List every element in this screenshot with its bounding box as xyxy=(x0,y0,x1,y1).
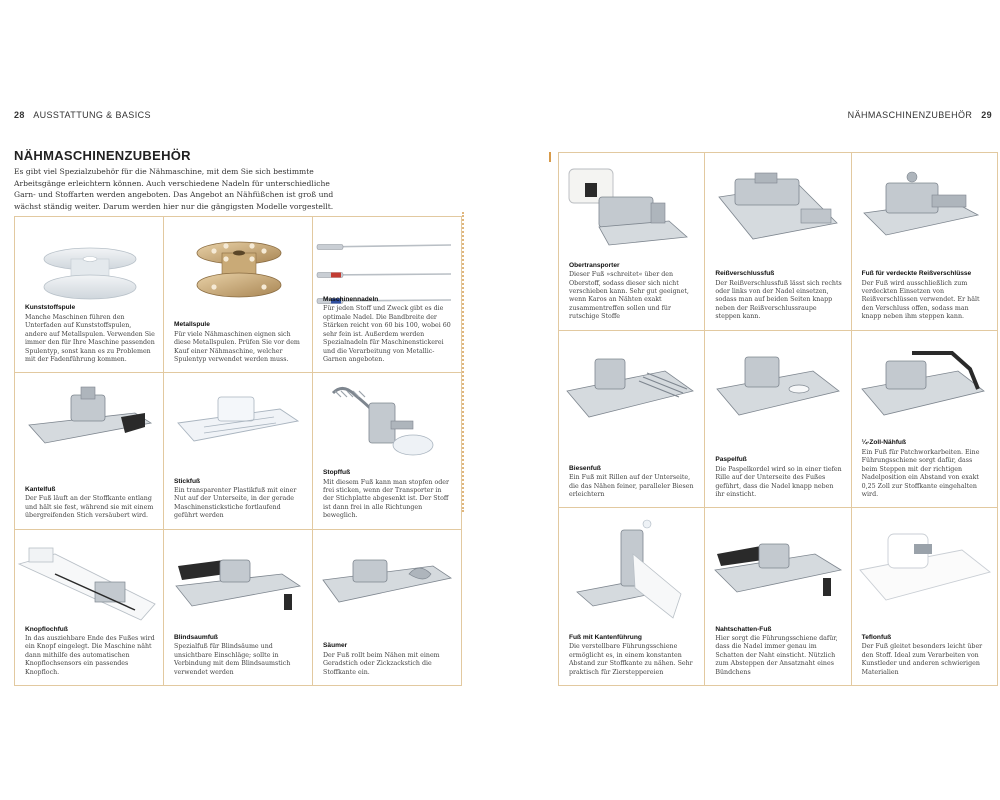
caption xyxy=(862,634,989,677)
caption-text: Ein Fuß mit Rillen auf der Unterseite, die das Nähen feiner, paralleler Biesen erleichtern xyxy=(569,474,694,498)
caption-text: Der Fuß rollt beim Nähen mit einem Geradstich oder Zickzackstich die Stoffkante ein. xyxy=(323,651,440,676)
caption-title: Fuß mit Kantenführung xyxy=(569,633,642,641)
accessory-card xyxy=(164,217,313,373)
caption-text: Der Fuß gleitet besonders leicht über den Stoff. Ideal zum Verarbeiten von Kunstleder und anderen schwierigen Materialien xyxy=(861,643,983,676)
edge-guide-foot-icon xyxy=(559,508,705,632)
page-gutter xyxy=(465,0,550,800)
overcast-foot-icon xyxy=(15,373,164,473)
buttonhole-foot-icon xyxy=(15,530,164,630)
embroidery-foot-icon xyxy=(164,373,313,473)
running-head-right-text: NÄHMASCHINENZUBEHÖR xyxy=(847,110,973,120)
caption-title: Knopflochfuß xyxy=(25,625,68,633)
caption xyxy=(323,469,453,520)
caption-title: Fuß für verdeckte Reißverschlüsse xyxy=(861,270,972,278)
accessory-card xyxy=(164,373,313,529)
hemmer-foot-icon xyxy=(313,530,462,630)
stitch-in-ditch-foot-icon xyxy=(705,508,851,632)
caption-text: Die Paspelkordel wird so in einer tiefen Rille auf der Unterseite des Fußes geführt, dass die Nadel knapp neben ihr einsticht. xyxy=(715,465,842,498)
pintuck-foot-icon xyxy=(559,331,705,455)
metal-bobbin-icon xyxy=(164,217,313,317)
section-title: NÄHMASCHINENZUBEHÖR xyxy=(14,148,191,163)
walking-foot-icon xyxy=(559,153,705,277)
left-accessory-grid xyxy=(14,216,462,686)
caption-title: Kantelfuß xyxy=(25,486,56,494)
caption xyxy=(569,465,696,500)
page-number-right: 29 xyxy=(981,110,992,120)
accessory-card xyxy=(313,373,462,529)
caption xyxy=(715,270,842,321)
caption xyxy=(862,439,989,499)
plastic-bobbin-icon xyxy=(15,217,164,317)
caption-title: Biesenfuß xyxy=(569,464,601,472)
caption-text: Dieser Fuß »schreitet« über den Oberstoff, sodass dieser sich nicht verschieben kann. Sehr gut geeignet, wenn Karos an Nähten exakt zusammentreffen sollen und für rutschige Stoffe xyxy=(569,271,689,321)
darning-foot-icon xyxy=(313,373,462,473)
caption xyxy=(25,304,155,364)
accessory-card xyxy=(559,508,705,686)
caption-text: In das ausziehbare Ende des Fußes wird ein Knopf eingelegt. Die Maschine näht dann mithilfe des automatischen Knopflochsensors ein passendes Knopfloch. xyxy=(25,634,155,676)
accessory-card xyxy=(705,153,851,331)
caption xyxy=(323,296,453,364)
caption xyxy=(174,321,304,364)
piping-foot-icon xyxy=(705,331,851,455)
caption-title: Blindsaumfuß xyxy=(174,633,218,641)
caption-text: Der Fuß wird ausschließlich zum verdeckten Einsetzen von Reißverschlüssen verwendet. Er hält den Verschluss offen, sodass man knapp neben ihm steppen kann. xyxy=(861,279,980,321)
caption-title: ¼-Zoll-Nähfuß xyxy=(861,439,906,447)
zipper-foot-icon xyxy=(705,153,851,277)
accessory-card xyxy=(559,153,705,331)
accessory-card xyxy=(559,331,705,509)
page-number-left: 28 xyxy=(14,110,25,120)
accessory-card xyxy=(15,530,164,686)
caption-text: Der Fuß läuft an der Stoffkante entlang und hält sie fest, während sie mit einem übergreifenden Stich versäubert wird. xyxy=(25,495,154,520)
quarter-inch-foot-icon xyxy=(852,331,998,455)
caption-text: Ein Fuß für Patchworkarbeiten. Eine Führungsschiene sorgt dafür, dass beim Steppen mit der richtigen Nadelposition ein Abstand von exakt 0,25 Zoll zur Stoffkante eingehalten wird. xyxy=(861,448,980,498)
caption-title: Stopffuß xyxy=(323,469,351,477)
caption-text: Spezialfuß für Blindsäume und unsichtbare Einschläge; sollte in Verbindung mit dem Blindsaumstich verwendet werden xyxy=(174,643,291,676)
caption-title: Obertransporter xyxy=(569,261,620,269)
caption xyxy=(25,486,155,521)
caption-title: Metallspule xyxy=(174,321,210,329)
running-head-right xyxy=(848,110,992,120)
caption xyxy=(715,456,842,499)
caption-title: Kunststoffspule xyxy=(25,304,76,312)
caption xyxy=(323,642,453,677)
caption-text: Die verstellbare Führungsschiene ermöglicht es, in einem konstanten Abstand zur Stoffkante zu nähen. Sehr praktisch für Ziersteppereien xyxy=(569,643,693,676)
accessory-card xyxy=(705,331,851,509)
right-accessory-grid xyxy=(558,152,998,686)
caption-title: Stickfuß xyxy=(174,477,201,485)
caption-text: Manche Maschinen führen den Unterfaden auf Kunststoffspulen, andere auf Metallspulen. Verwenden Sie immer den für Ihre Maschine passenden Spulentyp, sonst kann es zu Problemen mit der Fadenführung kommen. xyxy=(25,313,155,363)
accent-tab xyxy=(549,152,551,162)
blind-hem-foot-icon xyxy=(164,530,313,630)
caption-title: Teflonfuß xyxy=(861,633,892,641)
caption xyxy=(25,626,155,677)
caption-title: Nahtschatten-Fuß xyxy=(715,625,772,633)
caption-text: Für jeden Stoff und Zweck gibt es die optimale Nadel. Die Bandbreite der Stärken reicht von 60 bis 100, wobei 60 sehr fein ist. Außerdem werden Spezialnadeln für Maschinenstickerei und die Verarbeitung von Metallic-Garnen angeboten. xyxy=(323,305,451,363)
caption-title: Säumer xyxy=(323,642,348,650)
caption-text: Ein transparenter Plastikfuß mit einer Nut auf der Unterseite, in der gerade Maschinenstickstiche fortlaufend geführt werden xyxy=(174,487,297,520)
caption-title: Maschinennadeln xyxy=(323,296,379,304)
edge-dotted-rule xyxy=(462,212,465,512)
caption-title: Reißverschlussfuß xyxy=(715,270,775,278)
caption xyxy=(862,270,989,321)
accessory-card xyxy=(15,373,164,529)
invisible-zipper-foot-icon xyxy=(852,153,998,277)
running-head-left xyxy=(14,110,151,120)
accessory-card xyxy=(852,153,998,331)
caption-text: Für viele Nähmaschinen eignen sich diese Metallspulen. Prüfen Sie vor dem Kauf einer Nähmaschine, welcher Spulentyp verwendet werden muss. xyxy=(174,330,300,363)
running-head-left-text: AUSSTATTUNG & BASICS xyxy=(33,110,151,120)
caption-text: Der Reißverschlussfuß lässt sich rechts oder links von der Nadel einsetzen, sodass man auf beiden Seiten knapp neben der Reißverschlussraupe steppen kann. xyxy=(715,279,842,321)
accessory-card xyxy=(852,508,998,686)
caption-title: Paspelfuß xyxy=(715,456,747,464)
caption xyxy=(174,478,304,521)
accessory-card xyxy=(164,530,313,686)
accessory-card xyxy=(313,217,462,373)
caption-text: Hier sorgt die Führungsschiene dafür, dass die Nadel immer genau im Schatten der Naht einsticht. Nützlich zum Absteppen der Ansatznaht eines Bündchens xyxy=(715,634,838,676)
teflon-foot-icon xyxy=(852,508,998,632)
accessory-card xyxy=(852,331,998,509)
accessory-card xyxy=(705,508,851,686)
accessory-card xyxy=(313,530,462,686)
caption xyxy=(569,262,696,322)
caption xyxy=(174,634,304,677)
caption-text: Mit diesem Fuß kann man stopfen oder frei sticken, wenn der Transporter in der Stichplatte abgesenkt ist. Der Stoff ist dann frei in alle Richtungen beweglich. xyxy=(323,478,450,520)
caption xyxy=(569,634,696,677)
accessory-card xyxy=(15,217,164,373)
intro-paragraph: Es gibt viel Spezialzubehör für die Nähmaschine, mit dem Sie sich bestimmte Arbeitsgänge erleichtern können. Auch verschiedene Nadeln für unterschiedliche Garn- und Stoffarten werden angeboten. Das Angebot an Nähfüßchen ist groß und wächst ständig weiter. Darum werden hier nur die gängigsten Modelle vorgestellt. xyxy=(14,167,334,211)
caption xyxy=(715,626,842,677)
